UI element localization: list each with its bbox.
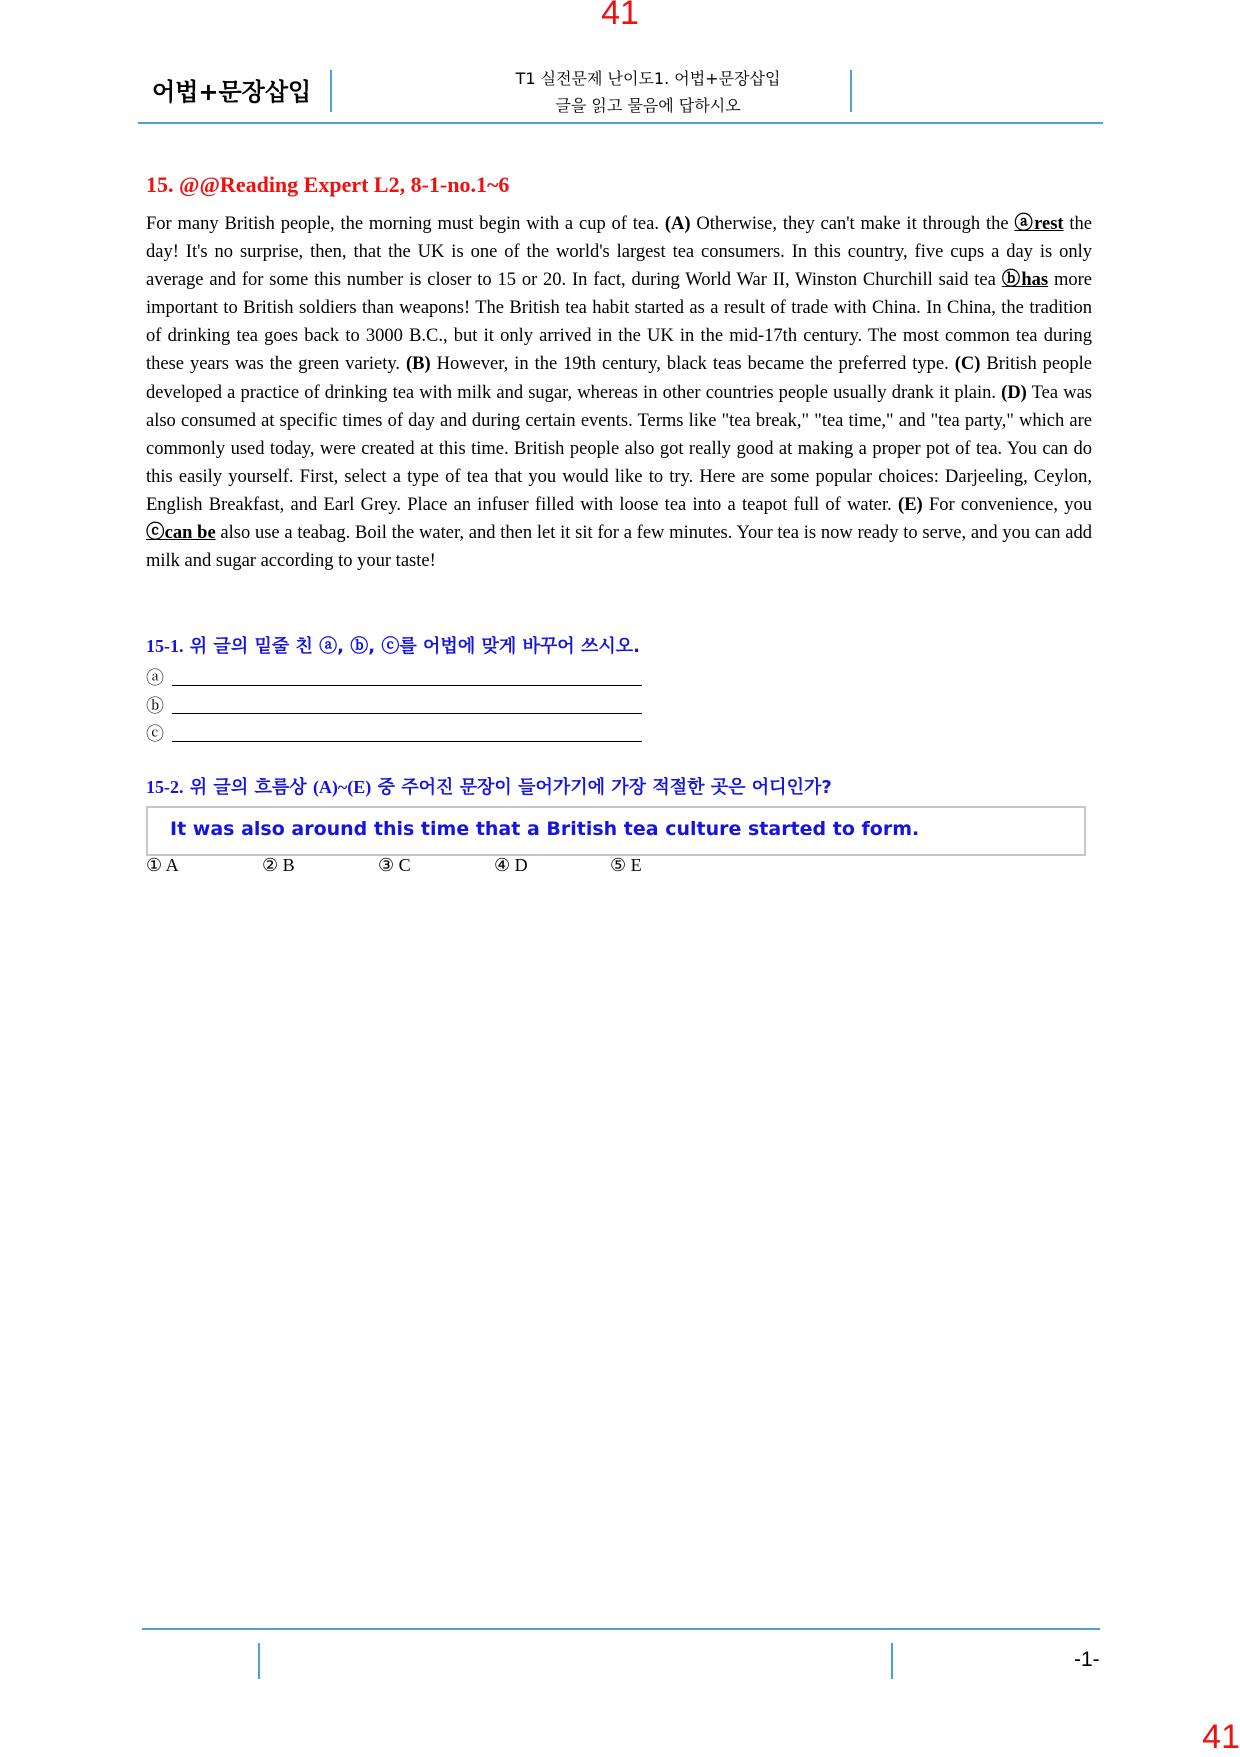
- answer-blank[interactable]: [172, 727, 642, 742]
- passage-text: also use a teabag. Boil the water, and then let it sit for a few minutes. Your tea is now ready to serve, and you can add milk and sugar according to your taste!: [146, 523, 1092, 572]
- passage-text: Otherwise, they can't make it through the: [690, 214, 1015, 234]
- answer-line-c[interactable]: [146, 720, 642, 746]
- choice-1[interactable]: ① A: [146, 855, 179, 875]
- choice-2[interactable]: ② B: [262, 855, 295, 875]
- footer-divider-right: [891, 1643, 893, 1679]
- answer-choices: [146, 855, 726, 876]
- footer-page-number: -1-: [1074, 1648, 1100, 1671]
- header-divider-right: [850, 70, 852, 112]
- given-sentence: It was also around this time that a British tea culture started to form.: [170, 818, 920, 840]
- header-title: 어법+문장삽입: [152, 78, 312, 106]
- passage-text: more important to British soldiers than weapons! The British tea habit started as a result of trade with China. In China, the tradition of drinking tea goes back to 3000 B.C., but it only arrived in the UK in the mid-17th century. The most common tea during these years was the green variety.: [146, 270, 1092, 375]
- passage-text: For many British people, the morning must begin with a cup of tea.: [146, 214, 665, 234]
- answer-label-c: ⓒ: [146, 724, 164, 745]
- answer-line-b[interactable]: [146, 692, 642, 718]
- underlined-c: ⓒcan be: [146, 523, 216, 544]
- marker-b: (B): [406, 354, 431, 375]
- underlined-b: ⓑhas: [1001, 270, 1049, 291]
- answer-blank[interactable]: [172, 699, 642, 714]
- sub-question-2: [146, 773, 832, 799]
- answer-label-b: ⓑ: [146, 696, 164, 717]
- header-center-line2: 글을 읽고 물음에 답하시오: [555, 96, 741, 115]
- marker-e: (E): [898, 494, 923, 515]
- passage-text: For convenience, you: [922, 494, 1092, 515]
- passage-text: Tea was also consumed at specific times of day and during certain events. Terms like "tea break," "tea time," and "tea party," which are commonly used today, were created at this time. British people also got really good at making a proper pot of tea. You can do this easily yourself. First, select a type of tea that you would like to try. Here are some popular choices: Darjeeling, Ceylon, English Breakfast, and Earl Grey. Place an infuser filled with loose tea into a teapot full of water.: [146, 382, 1092, 515]
- sub-question-1: [146, 632, 640, 658]
- sub-question-2-number: 15-2.: [146, 777, 184, 797]
- answer-line-a[interactable]: [146, 664, 642, 690]
- marker-a: (A): [664, 214, 691, 234]
- sub-question-2-text-pre: 위 글의 흐름상: [189, 777, 307, 798]
- reading-passage: [146, 210, 1092, 575]
- page-header: [138, 62, 1103, 124]
- answer-label-a: ⓐ: [146, 668, 164, 689]
- choice-4[interactable]: ④ D: [494, 855, 528, 875]
- page-marker-top: 41: [601, 0, 639, 32]
- given-sentence-box: [146, 806, 1086, 856]
- sub-question-2-range: (A)~(E): [312, 777, 372, 797]
- choice-5[interactable]: ⑤ E: [610, 855, 642, 875]
- page-marker-bottom: 41: [1202, 1718, 1240, 1756]
- passage-text: British people developed a practice of drinking tea with milk and sugar, whereas in other countries people usually drank it plain.: [146, 354, 1092, 403]
- choice-3[interactable]: ③ C: [378, 855, 411, 875]
- question-title: 15. @@Reading Expert L2, 8-1-no.1~6: [146, 172, 510, 197]
- header-center: [318, 65, 978, 119]
- passage-text: the day! It's no surprise, then, that the UK is one of the world's largest tea consumers. In this country, five cups a day is only average and for some this number is closer to 15 or 20. In fact, during World War II, Winston Churchill said tea: [146, 214, 1093, 291]
- marker-c: (C): [954, 354, 981, 375]
- header-rule: [138, 122, 1103, 124]
- sub-question-1-text: 위 글의 밑줄 친 ⓐ, ⓑ, ⓒ를 어법에 맞게 바꾸어 쓰시오.: [189, 636, 640, 657]
- passage-text: However, in the 19th century, black teas became the preferred type.: [430, 354, 955, 375]
- footer-divider-left: [258, 1643, 260, 1679]
- header-center-line1: T1 실전문제 난이도1. 어법+문장삽입: [515, 69, 781, 88]
- answer-blank[interactable]: [172, 671, 642, 686]
- footer-rule: [142, 1628, 1100, 1630]
- underlined-a: ⓐrest: [1014, 214, 1064, 234]
- sub-question-2-text-post: 중 주어진 문장이 들어가기에 가장 적절한 곳은 어디인가?: [377, 777, 832, 798]
- sub-question-1-number: 15-1.: [146, 636, 184, 656]
- marker-d: (D): [1001, 382, 1027, 403]
